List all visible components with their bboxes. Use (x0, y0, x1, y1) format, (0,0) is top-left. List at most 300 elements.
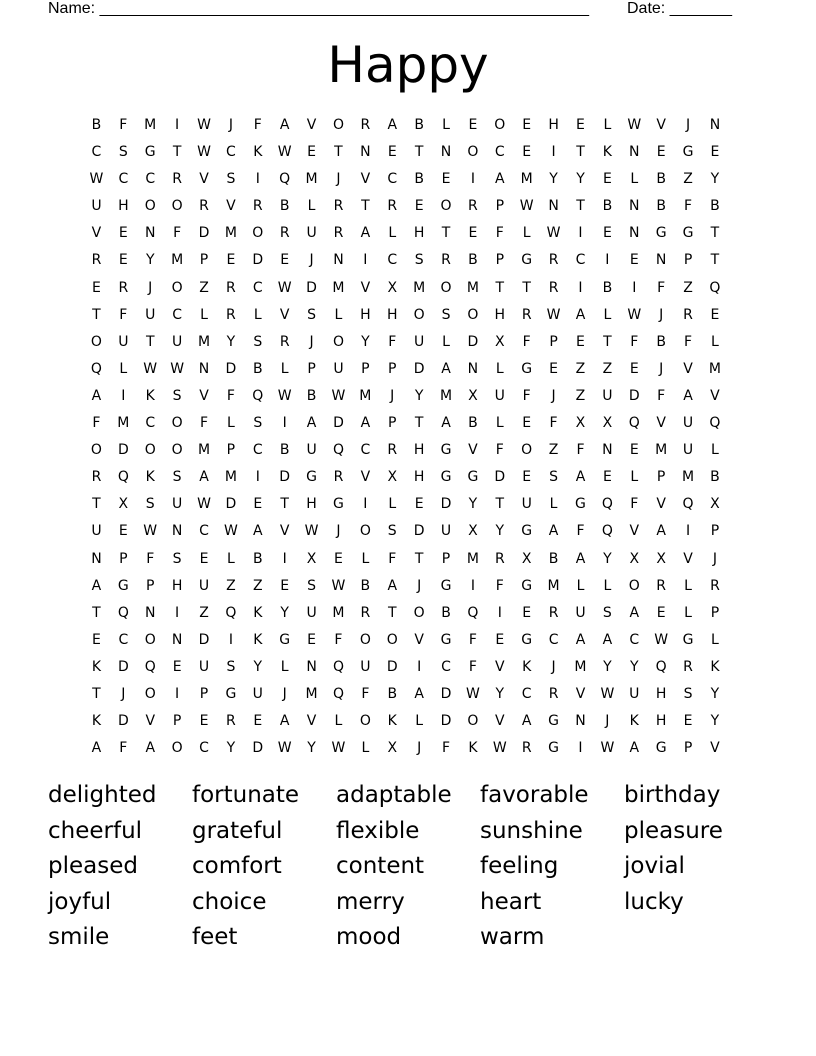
grid-letter: G (682, 225, 694, 242)
grid-letter: F (361, 685, 370, 702)
grid-letter: W (197, 144, 211, 161)
grid-letter: G (682, 144, 694, 161)
grid-letter: Z (199, 604, 209, 621)
grid-letter: Q (709, 415, 721, 432)
grid-letter: J (605, 713, 610, 730)
grid-letter: A (629, 604, 640, 621)
grid-letter: X (710, 496, 720, 513)
grid-letter: R (199, 198, 209, 215)
grid-letter: A (91, 740, 102, 757)
grid-letter: C (629, 631, 640, 648)
grid-letter: N (306, 658, 317, 675)
grid-letter: H (413, 225, 425, 242)
grid-letter: L (603, 577, 612, 594)
grid-letter: U (118, 333, 129, 350)
grid-letter: E (710, 144, 720, 161)
grid-letter: Y (145, 252, 155, 269)
grid-letter: Q (467, 604, 479, 621)
grid-letter: E (576, 117, 585, 133)
grid-letter: E (710, 306, 720, 323)
grid-letter: V (199, 171, 209, 188)
grid-letter: R (494, 550, 505, 567)
grid-letter: W (304, 523, 319, 540)
grid-letter: R (360, 604, 371, 621)
grid-letter: P (549, 333, 558, 350)
grid-letter: Z (226, 577, 236, 594)
grid-letter: O (521, 442, 533, 459)
grid-letter: C (199, 523, 209, 540)
grid-letter: O (467, 306, 479, 323)
grid-letter: I (417, 658, 422, 675)
grid-letter: R (279, 333, 290, 350)
grid-letter: G (333, 496, 344, 513)
grid-letter: V (91, 225, 102, 242)
grid-letter: Y (710, 171, 720, 188)
grid-letter: M (117, 415, 130, 432)
grid-letter: N (144, 604, 156, 621)
grid-letter: M (305, 685, 318, 702)
grid-letter: X (495, 333, 505, 350)
grid-letter: O (359, 713, 371, 730)
grid-letter: P (495, 198, 505, 215)
grid-letter: N (467, 360, 479, 377)
grid-letter: R (252, 198, 263, 215)
grid-letter: F (495, 225, 504, 242)
grid-letter: R (521, 306, 532, 323)
grid-letter: G (521, 360, 533, 377)
grid-letter: U (629, 685, 640, 702)
grid-letter: J (282, 685, 287, 702)
grid-letter: I (470, 577, 475, 594)
grid-letter: U (306, 604, 317, 621)
grid-letter: L (253, 306, 262, 323)
word-list-item: sunshine (480, 817, 583, 844)
grid-letter: F (549, 415, 558, 432)
grid-letter: R (683, 658, 693, 675)
grid-letter: B (360, 577, 371, 594)
grid-letter: S (253, 415, 263, 432)
grid-letter: I (175, 604, 180, 621)
grid-letter: J (659, 360, 664, 377)
grid-letter: K (91, 713, 102, 730)
grid-letter: F (173, 225, 182, 242)
page-title: Happy (327, 36, 489, 94)
grid-letter: A (575, 469, 586, 486)
grid-letter: A (360, 415, 371, 432)
grid-letter: A (279, 713, 290, 730)
grid-letter: S (602, 604, 612, 621)
grid-letter: I (632, 279, 637, 296)
grid-letter: J (148, 279, 153, 296)
grid-letter: E (307, 631, 316, 648)
word-list-item: heart (480, 888, 542, 915)
grid-letter: A (306, 415, 317, 432)
grid-letter: C (387, 252, 398, 269)
grid-letter: A (91, 577, 102, 594)
grid-letter: H (118, 198, 129, 215)
grid-letter: V (360, 279, 371, 296)
grid-letter: C (118, 631, 129, 648)
grid-letter: B (252, 550, 263, 567)
grid-letter: R (387, 198, 398, 215)
grid-letter: E (522, 117, 532, 133)
grid-letter: E (522, 469, 532, 486)
grid-letter: E (629, 442, 639, 459)
grid-letter: I (121, 387, 126, 404)
grid-letter: F (522, 333, 531, 350)
grid-letter: R (172, 171, 182, 188)
grid-letter: E (602, 171, 612, 188)
grid-letter: E (549, 360, 559, 377)
grid-letter: Y (226, 333, 236, 350)
grid-letter: M (520, 171, 533, 188)
grid-letter: N (575, 713, 586, 730)
grid-letter: I (175, 685, 180, 702)
grid-letter: M (359, 387, 372, 404)
grid-letter: T (280, 496, 289, 513)
grid-letter: R (226, 713, 236, 730)
grid-letter: B (656, 198, 666, 215)
grid-letter: A (387, 117, 398, 133)
grid-letter: R (387, 442, 398, 459)
word-list-item: grateful (192, 817, 283, 844)
grid-letter: S (253, 333, 263, 350)
grid-letter: D (306, 279, 317, 296)
grid-letter: C (548, 631, 559, 648)
grid-letter: K (710, 658, 720, 675)
grid-letter: P (361, 360, 370, 377)
grid-letter: L (280, 360, 289, 377)
grid-letter: E (280, 252, 290, 269)
grid-letter: I (605, 252, 610, 269)
grid-letter: K (468, 740, 478, 757)
grid-letter: G (521, 523, 533, 540)
grid-letter: A (575, 306, 586, 323)
grid-letter: V (468, 442, 478, 459)
grid-letter: N (91, 550, 102, 567)
grid-letter: V (710, 387, 720, 404)
grid-letter: G (279, 631, 291, 648)
grid-letter: D (440, 685, 452, 702)
grid-letter: N (602, 442, 613, 459)
grid-letter: R (656, 577, 667, 594)
grid-letter: D (413, 360, 425, 377)
grid-letter: F (92, 415, 101, 432)
grid-letter: M (439, 387, 453, 404)
grid-letter: N (171, 523, 183, 540)
grid-letter: D (198, 225, 210, 242)
grid-letter: U (145, 306, 156, 323)
word-list-item: lucky (624, 888, 684, 915)
grid-letter: E (441, 171, 451, 188)
grid-letter: U (575, 604, 586, 621)
grid-letter: X (387, 279, 398, 296)
grid-letter: O (144, 442, 156, 459)
grid-letter: T (334, 144, 343, 161)
grid-letter: M (466, 279, 479, 296)
grid-letter: F (522, 387, 531, 404)
grid-letter: R (360, 117, 371, 133)
grid-letter: C (118, 171, 129, 188)
grid-letter: M (547, 577, 560, 594)
grid-letter: X (656, 550, 666, 567)
grid-letter: P (683, 740, 693, 757)
grid-letter: L (388, 225, 397, 242)
grid-letter: H (413, 469, 425, 486)
grid-letter: S (307, 306, 317, 323)
grid-letter: T (92, 685, 101, 702)
grid-letter: X (521, 550, 532, 567)
grid-letter: F (684, 333, 693, 350)
grid-letter: O (171, 442, 183, 459)
grid-letter: U (682, 415, 694, 432)
grid-letter: Q (332, 442, 344, 459)
grid-letter: B (656, 171, 666, 188)
grid-letter: B (252, 360, 263, 377)
grid-letter: O (171, 740, 183, 757)
grid-letter: L (522, 225, 531, 242)
grid-letter: S (683, 685, 693, 702)
grid-letter: F (630, 496, 639, 513)
grid-letter: A (414, 685, 424, 702)
date-field-label: Date: _______ (627, 0, 732, 17)
grid-letter: X (387, 740, 398, 757)
grid-letter: X (306, 550, 317, 567)
grid-letter: N (629, 198, 640, 215)
grid-letter: A (387, 577, 398, 594)
grid-letter: Z (683, 171, 693, 188)
grid-letter: U (494, 387, 505, 404)
grid-letter: G (440, 442, 452, 459)
grid-letter: W (277, 144, 292, 161)
grid-letter: W (197, 496, 211, 513)
grid-letter: M (655, 442, 668, 459)
grid-letter: S (172, 387, 182, 404)
grid-letter: F (119, 740, 128, 757)
grid-letter: C (360, 442, 371, 459)
grid-letter: B (279, 442, 290, 459)
grid-letter: E (495, 631, 505, 648)
grid-letter: C (145, 415, 156, 432)
grid-letter: A (575, 550, 586, 567)
grid-letter: N (144, 225, 156, 242)
word-list-item: merry (336, 888, 405, 915)
grid-letter: Y (495, 685, 505, 702)
grid-letter: V (656, 496, 666, 513)
grid-letter: W (277, 279, 292, 296)
grid-letter: Y (603, 550, 612, 567)
grid-letter: L (684, 577, 692, 594)
grid-letter: P (710, 523, 720, 540)
word-list-item: adaptable (336, 782, 452, 808)
grid-letter: G (575, 496, 586, 513)
word-list-item: pleased (48, 853, 138, 879)
grid-letter: G (117, 577, 129, 594)
grid-letter: R (521, 740, 532, 757)
grid-letter: E (307, 144, 316, 161)
grid-letter: L (361, 740, 370, 757)
grid-letter: U (171, 496, 183, 513)
grid-letter: I (363, 496, 368, 513)
grid-letter: J (659, 306, 664, 323)
grid-letter: Z (575, 387, 586, 404)
grid-letter: R (91, 252, 102, 269)
grid-letter: R (548, 604, 559, 621)
grid-letter: S (172, 469, 182, 486)
grid-letter: E (92, 631, 101, 648)
grid-letter: R (548, 685, 559, 702)
grid-letter: M (708, 360, 721, 377)
grid-letter: O (467, 713, 479, 730)
grid-letter: T (522, 279, 531, 296)
grid-letter: D (252, 740, 264, 757)
grid-letter: V (710, 740, 720, 757)
grid-letter: W (331, 740, 346, 757)
grid-letter: B (548, 550, 559, 567)
word-list-item: favorable (480, 782, 589, 808)
grid-letter: G (655, 740, 667, 757)
grid-letter: Z (548, 442, 559, 459)
grid-letter: I (255, 469, 260, 486)
grid-letter: Y (629, 658, 639, 675)
grid-letter: X (468, 387, 478, 404)
grid-letter: V (226, 198, 236, 215)
grid-letter: H (171, 577, 183, 594)
grid-letter: I (282, 550, 287, 567)
grid-letter: D (198, 631, 210, 648)
grid-letter: G (467, 469, 479, 486)
grid-letter: F (468, 658, 477, 675)
grid-letter: I (685, 523, 691, 540)
grid-letter: E (683, 713, 693, 730)
grid-letter: J (336, 523, 341, 540)
grid-letter: S (118, 144, 128, 161)
grid-letter: C (441, 658, 451, 675)
grid-letter: E (253, 713, 263, 730)
grid-letter: U (198, 658, 210, 675)
grid-letter: L (549, 496, 558, 513)
grid-letter: S (145, 496, 155, 513)
grid-letter: P (199, 252, 209, 269)
grid-letter: G (548, 713, 560, 730)
grid-letter: L (495, 360, 504, 377)
grid-letter: E (576, 333, 585, 350)
grid-letter: M (574, 658, 587, 675)
grid-letter: L (226, 415, 235, 432)
grid-letter: U (252, 685, 263, 702)
grid-letter: O (144, 631, 156, 648)
grid-letter: D (252, 252, 264, 269)
grid-letter: A (253, 523, 263, 540)
grid-letter: F (657, 387, 666, 404)
grid-letter: L (711, 631, 719, 648)
grid-letter: U (414, 333, 425, 350)
grid-letter: P (199, 685, 209, 702)
grid-letter: D (333, 415, 344, 432)
word-list-item: smile (48, 924, 110, 950)
grid-letter: U (91, 198, 102, 215)
grid-letter: E (602, 469, 612, 486)
grid-letter: S (172, 550, 182, 567)
grid-letter: I (578, 740, 583, 757)
grid-letter: E (656, 144, 666, 161)
grid-letter: P (683, 252, 693, 269)
grid-letter: V (683, 360, 693, 377)
word-list-item: jovial (624, 853, 685, 879)
grid-letter: W (331, 387, 346, 404)
grid-letter: L (334, 306, 343, 323)
grid-letter: J (336, 171, 341, 188)
grid-letter: B (602, 279, 613, 296)
grid-letter: P (710, 604, 720, 621)
grid-letter: Q (601, 523, 613, 540)
grid-letter: R (333, 198, 344, 215)
grid-letter: J (309, 333, 314, 350)
grid-letter: G (440, 577, 452, 594)
grid-letter: W (331, 577, 346, 594)
grid-letter: N (629, 225, 640, 242)
grid-letter: V (495, 713, 505, 730)
grid-letter: U (171, 333, 183, 350)
word-list-item: delighted (48, 782, 157, 808)
grid-letter: J (551, 387, 556, 404)
grid-letter: D (225, 496, 237, 513)
grid-letter: P (388, 415, 397, 432)
grid-letter: A (495, 171, 505, 188)
grid-letter: M (305, 171, 318, 188)
grid-letter: F (441, 740, 451, 757)
grid-letter: H (494, 306, 506, 323)
grid-letter: A (91, 387, 102, 404)
grid-letter: G (548, 740, 560, 757)
grid-letter: V (306, 117, 317, 133)
grid-letter: I (578, 225, 583, 242)
grid-letter: X (602, 415, 613, 432)
grid-letter: W (546, 306, 561, 323)
grid-letter: R (683, 306, 693, 323)
grid-letter: W (170, 360, 185, 377)
grid-letter: I (228, 631, 233, 648)
grid-letter: A (629, 740, 640, 757)
grid-letter: T (414, 144, 424, 161)
grid-letter: N (333, 252, 344, 269)
grid-letter: V (360, 171, 371, 188)
word-list-item: birthday (624, 782, 721, 808)
grid-letter: P (495, 252, 505, 269)
grid-letter: R (91, 469, 102, 486)
grid-letter: T (92, 306, 101, 323)
grid-letter: U (333, 360, 344, 377)
grid-letter: N (198, 360, 210, 377)
grid-letter: Y (226, 740, 236, 757)
grid-letter: I (255, 171, 260, 188)
grid-letter: D (279, 469, 291, 486)
grid-letter: S (387, 523, 397, 540)
grid-letter: Y (280, 604, 289, 621)
grid-letter: Q (655, 658, 667, 675)
grid-letter: Y (361, 333, 370, 350)
grid-letter: E (414, 198, 424, 215)
grid-letter: Z (683, 279, 693, 296)
grid-letter: I (363, 252, 368, 269)
grid-letter: M (332, 279, 345, 296)
grid-letter: L (200, 306, 208, 323)
grid-letter: P (146, 577, 155, 594)
grid-letter: J (390, 387, 395, 404)
grid-letter: L (119, 360, 128, 377)
grid-letter: A (441, 415, 451, 432)
grid-letter: W (492, 740, 507, 757)
